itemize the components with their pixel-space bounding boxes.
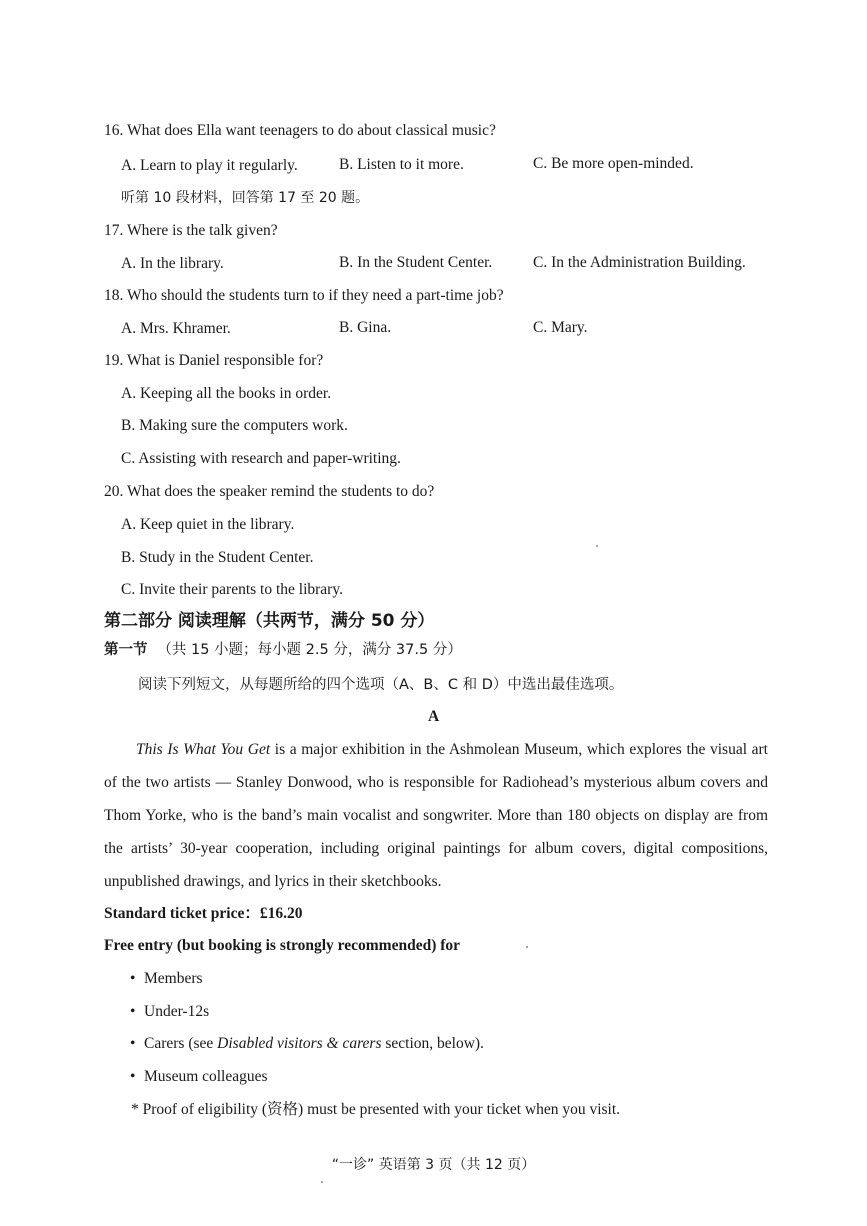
free-entry-heading: Free entry (but booking is strongly recommended) for xyxy=(104,937,461,954)
ticket-price: Standard ticket price：£16.20 xyxy=(104,905,303,922)
q20-option-b: B. Study in the Student Center. xyxy=(121,549,314,566)
q20-option-a: A. Keep quiet in the library. xyxy=(121,516,295,533)
bullet-text: Museum colleagues xyxy=(144,1068,268,1085)
scan-speck xyxy=(526,946,528,948)
bullet-text: Under-12s xyxy=(144,1003,210,1020)
q18-option-c: C. Mary. xyxy=(533,319,588,336)
reading-section-label: 第一节 xyxy=(104,642,148,658)
scan-speck xyxy=(596,545,598,547)
eligibility-note: * Proof of eligibility (资格) must be presented with your ticket when you visit. xyxy=(131,1101,621,1118)
bullet-museum-colleagues: • Museum colleagues xyxy=(130,1068,268,1085)
exhibition-title: This Is What You Get xyxy=(136,741,271,758)
bullet-text-italic: Disabled visitors & carers xyxy=(217,1035,382,1052)
q18-stem: 18. Who should the students turn to if they need a part-time job? xyxy=(104,287,504,304)
listening-instruction-10: 听第 10 段材料，回答第 17 至 20 题。 xyxy=(121,190,370,206)
q17-option-a: A. In the library. xyxy=(121,255,224,272)
q16-option-b: B. Listen to it more. xyxy=(339,156,464,173)
q18-option-a: A. Mrs. Khramer. xyxy=(121,320,231,337)
bullet-text-pre: Carers (see xyxy=(144,1035,218,1052)
bullet-text: Members xyxy=(144,970,203,987)
q16-stem: 16. What does Ella want teenagers to do about classical music? xyxy=(104,122,496,139)
bullet-under-12s: • Under-12s xyxy=(130,1003,210,1020)
q19-option-a: A. Keeping all the books in order. xyxy=(121,385,332,402)
passage-body: is a major exhibition in the Ashmolean Museum, which explores the visual art of the two artists — Stanley Donwood, who is responsible for Radiohead’s mysterious album covers and Thom Yorke, who is the band’s main vocalist and songwriter. More than 180 objects on display are from the artists’ 30-year cooperation, including original paintings for album covers, digital compositions, unpublished drawings, and lyrics in their sketchbooks. xyxy=(104,741,768,890)
page-footer: “一诊” 英语第 3 页（共 12 页） xyxy=(331,1157,536,1173)
q19-option-b: B. Making sure the computers work. xyxy=(121,417,348,434)
reading-section-desc: （共 15 小题；每小题 2.5 分，满分 37.5 分） xyxy=(157,642,462,658)
passage-paragraph xyxy=(104,733,768,898)
q17-option-c: C. In the Administration Building. xyxy=(533,254,746,271)
q16-option-a: A. Learn to play it regularly. xyxy=(121,157,298,174)
q19-stem: 19. What is Daniel responsible for? xyxy=(104,352,324,369)
bullet-text-post: section, below). xyxy=(381,1035,484,1052)
bullet-members: • Members xyxy=(130,970,203,987)
q18-option-b: B. Gina. xyxy=(339,319,392,336)
q20-option-c: C. Invite their parents to the library. xyxy=(121,581,343,598)
bullet-carers: • Carers (see Disabled visitors & carers section, below). xyxy=(130,1035,484,1052)
q16-option-c: C. Be more open-minded. xyxy=(533,155,694,172)
q17-option-b: B. In the Student Center. xyxy=(339,254,493,271)
passage-letter: A xyxy=(428,708,440,725)
scan-speck xyxy=(321,1181,323,1183)
reading-instruction: 阅读下列短文，从每题所给的四个选项（A、B、C 和 D）中选出最佳选项。 xyxy=(138,677,624,693)
q19-option-c: C. Assisting with research and paper-writing. xyxy=(121,450,401,467)
q17-stem: 17. Where is the talk given? xyxy=(104,222,278,239)
reading-part-title: 第二部分 阅读理解（共两节，满分 50 分） xyxy=(104,611,435,631)
q20-stem: 20. What does the speaker remind the students to do? xyxy=(104,483,435,500)
reading-section-header xyxy=(104,640,462,660)
